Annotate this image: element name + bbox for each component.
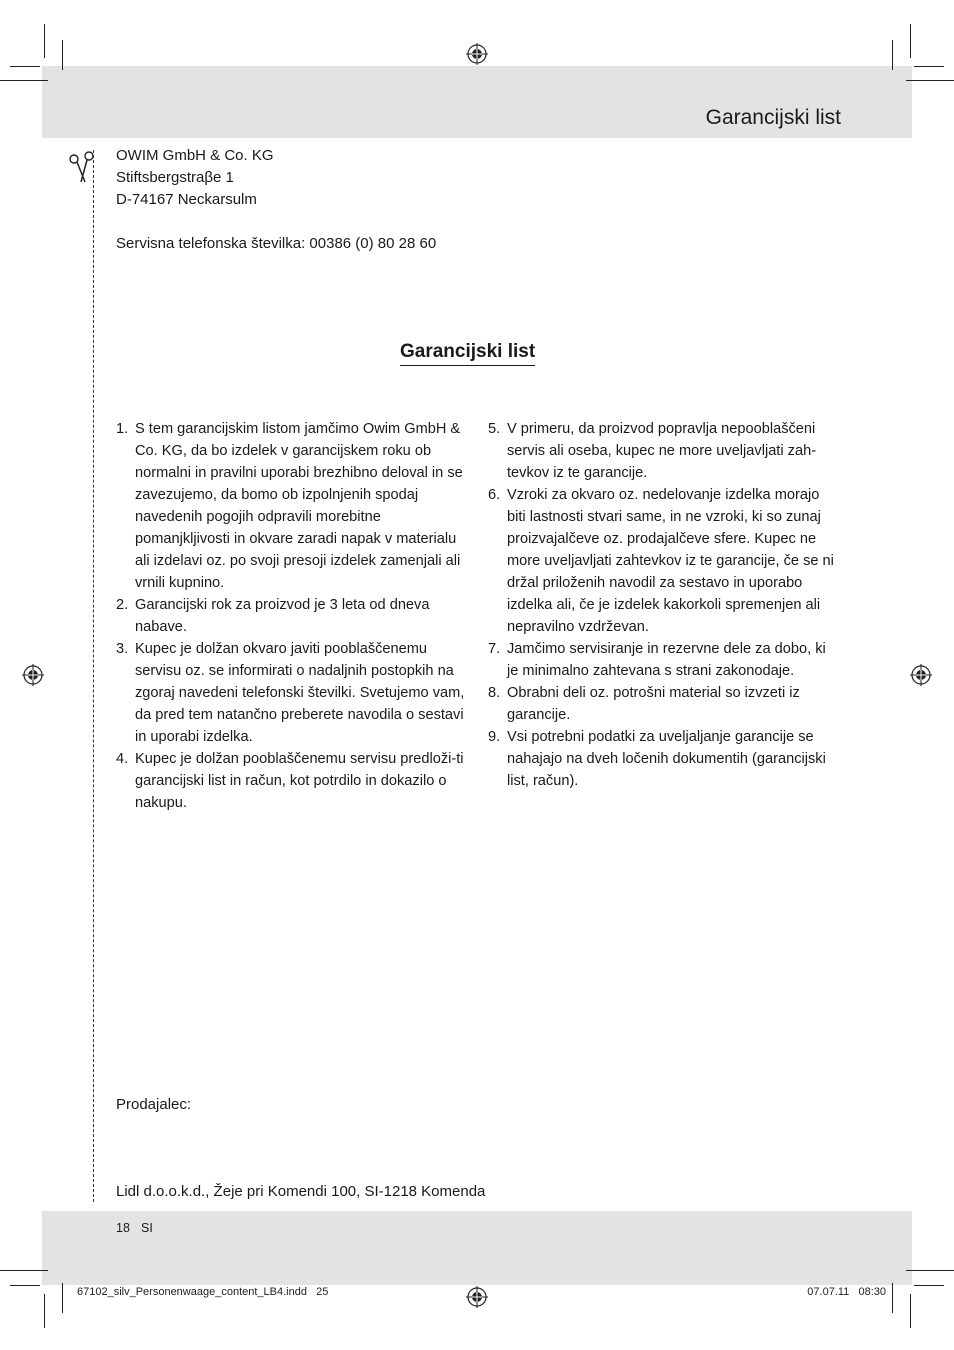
item-number: 6. xyxy=(488,487,501,503)
item-text: Obrabni deli oz. potrošni material so izvzeti iz garancije. xyxy=(507,685,800,723)
list-item xyxy=(488,726,840,792)
footer-address: Lidl d.o.o.k.d., Žeje pri Komendi 100, SI-1218 Komenda xyxy=(116,1183,486,1200)
seller-label: Prodajalec: xyxy=(116,1096,192,1113)
terms-list-right xyxy=(488,418,840,792)
item-number: 2. xyxy=(116,597,129,613)
item-number: 9. xyxy=(488,729,501,745)
registration-mark-icon xyxy=(466,1286,488,1308)
terms-list-left xyxy=(116,418,468,814)
registration-mark-icon xyxy=(910,664,932,686)
item-text: Vsi potrebni podatki za uveljaljanje garancije se nahajajo na dveh ločenih dokumentih (garancijski list, račun). xyxy=(507,729,826,789)
company-city: D-74167 Neckarsulm xyxy=(116,191,257,208)
item-text: Kupec je dolžan pooblaščenemu servisu predloži-ti garancijski list in račun, kot potrdilo in dokazilo o nakupu. xyxy=(135,751,464,811)
item-text: S tem garancijskim listom jamčimo Owim GmbH & Co. KG, da bo izdelek v garancijskem roku ob normalni in pravilni uporabi brezhibno deloval in se zavezujemo, da bomo ob izpolnjenih spodaj navedenih pogojih odpravili morebitne pomanjkljivosti in okvare zaradi napak v materialu ali izdelavi oz. po svoji presoji izdelek zamenjali ali vrnili kupnino. xyxy=(135,421,463,591)
company-name: OWIM GmbH & Co. KG xyxy=(116,147,274,164)
slug-filename: 67102_silv_Personenwaage_content_LB4.indd 25 xyxy=(77,1286,329,1298)
item-text: Kupec je dolžan okvaro javiti pooblaščenemu servisu oz. se informirati o nadaljnih postopkih na zgoraj navedeni telefonski številki. Svetujemo vam, da pred tem natančno preberete navodila o sestavi in uporabi izdelka. xyxy=(135,641,465,745)
scissors-icon xyxy=(68,150,94,184)
list-item xyxy=(116,594,468,638)
page-language: SI xyxy=(141,1221,153,1235)
item-number: 8. xyxy=(488,685,501,701)
page-number: 18 xyxy=(116,1221,130,1235)
list-item xyxy=(488,484,840,638)
header-title: Garancijski list xyxy=(705,106,841,129)
list-item xyxy=(488,682,840,726)
item-text: Garancijski rok za proizvod je 3 leta od dneva nabave. xyxy=(135,597,430,635)
list-item xyxy=(488,418,840,484)
item-text: Jamčimo servisiranje in rezervne dele za dobo, ki je minimalno zahtevana s strani zakonodaje. xyxy=(507,641,826,679)
list-item xyxy=(488,638,840,682)
item-number: 7. xyxy=(488,641,501,657)
footer-band xyxy=(42,1211,912,1285)
item-number: 5. xyxy=(488,421,501,437)
list-item xyxy=(116,638,468,748)
registration-mark-icon xyxy=(22,664,44,686)
company-street: Stiftsbergstraβe 1 xyxy=(116,169,234,186)
document-title: Garancijski list xyxy=(400,340,535,366)
cut-line xyxy=(93,150,94,1202)
service-phone: Servisna telefonska številka: 00386 (0) 80 28 60 xyxy=(116,235,437,252)
item-number: 4. xyxy=(116,751,129,767)
list-item xyxy=(116,418,468,594)
item-text: Vzroki za okvaro oz. nedelovanje izdelka morajo biti lastnosti stvari same, in ne vzroki, ki so zunaj proizvajalčeve oz. prodajalčeve sfere. Kupec ne more uveljavljati zahtevkov iz te garancije, če se ni držal priloženih navodil za sestavo in uporabo izdelka ali, če je izdelek kakorkoli spremenjen ali nepravilno vzdrževan. xyxy=(507,487,834,635)
item-number: 3. xyxy=(116,641,129,657)
list-item xyxy=(116,748,468,814)
registration-mark-icon xyxy=(466,43,488,65)
slug-datetime: 07.07.11 08:30 xyxy=(807,1286,886,1298)
item-number: 1. xyxy=(116,421,129,437)
item-text: V primeru, da proizvod popravlja nepooblaščeni servis ali oseba, kupec ne more uveljavljati zah-tevkov iz te garancije. xyxy=(507,421,817,481)
